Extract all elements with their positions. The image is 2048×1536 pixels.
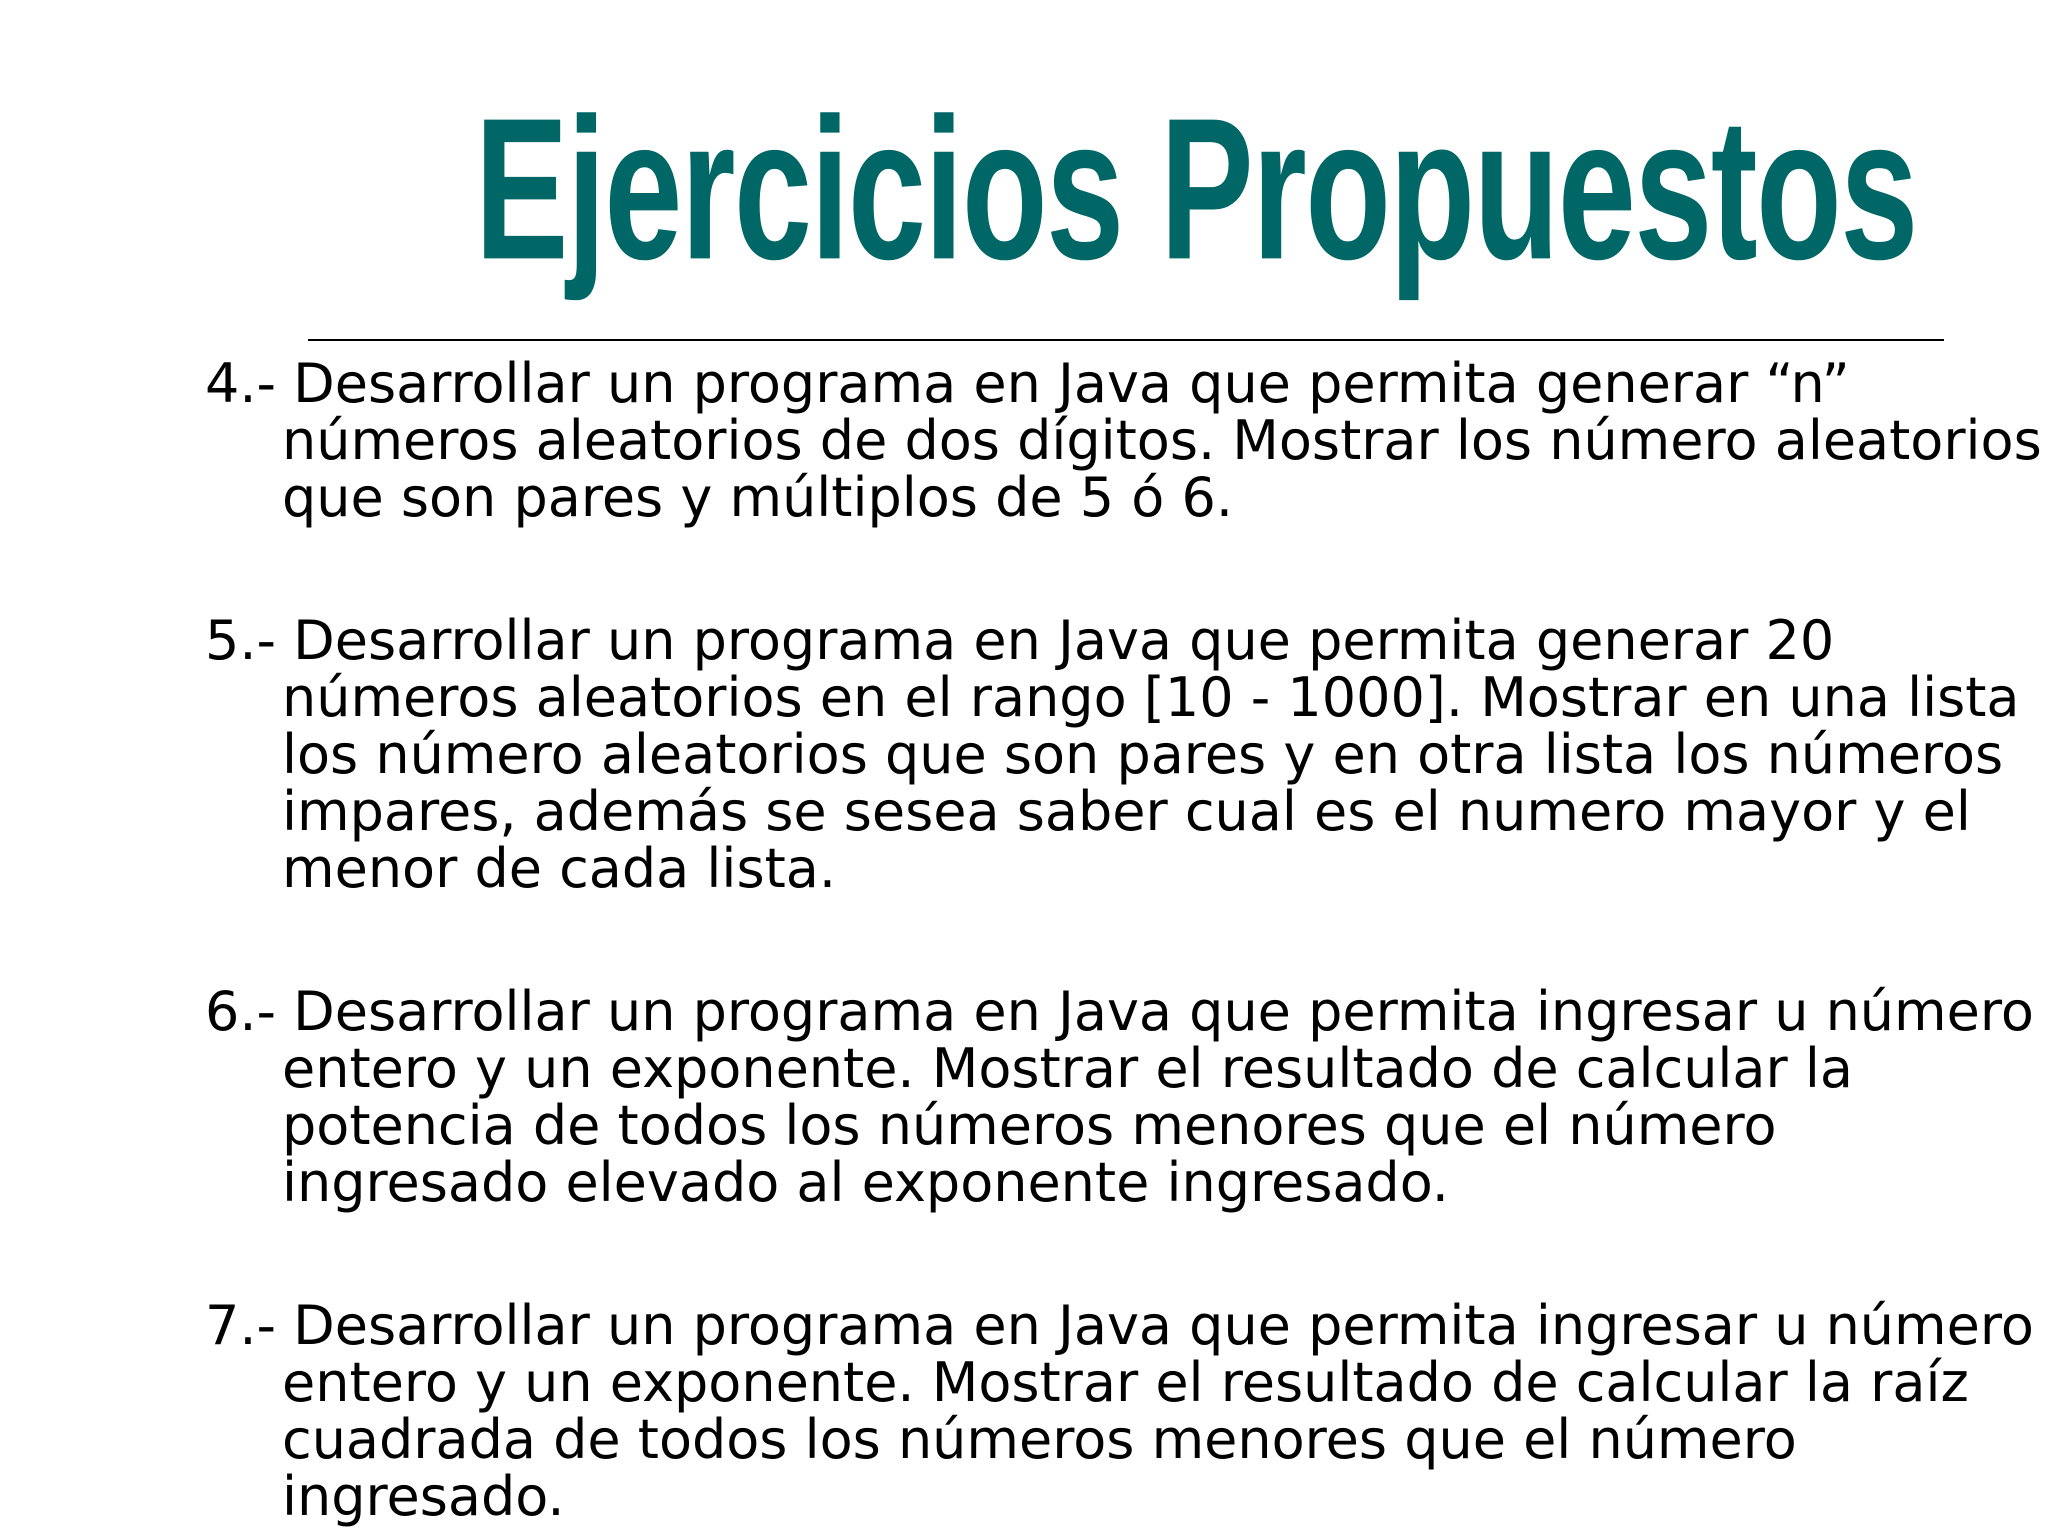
exercise-list bbox=[205, 352, 2045, 1528]
exercise-item: 7.- Desarrollar un programa en Java que permita ingresar u número entero y un exponente. Mostrar el resultado de calcular la raíz cuadrada de todos los números menores que el número ingresado. bbox=[205, 1294, 2034, 1528]
exercise-item: 4.- Desarrollar un programa en Java que permita generar “n” números aleatorios de dos dígitos. Mostrar los número aleatorios que son pares y múltiplos de 5 ó 6. bbox=[205, 352, 2042, 529]
exercise-item: 5.- Desarrollar un programa en Java que permita generar 20 números aleatorios en el rango [10 - 1000]. Mostrar en una lista los número aleatorios que son pares y en otra lista los números impares, además se sesea saber cual es el numero mayor y el menor de cada lista. bbox=[205, 609, 2020, 900]
slide-title: Ejercicios Propuestos bbox=[474, 76, 1917, 302]
exercise-item: 6.- Desarrollar un programa en Java que permita ingresar u número entero y un exponente. Mostrar el resultado de calcular la potencia de todos los números menores que el número ingresado elevado al exponente ingresado. bbox=[205, 980, 2034, 1214]
title-divider bbox=[308, 339, 1944, 341]
